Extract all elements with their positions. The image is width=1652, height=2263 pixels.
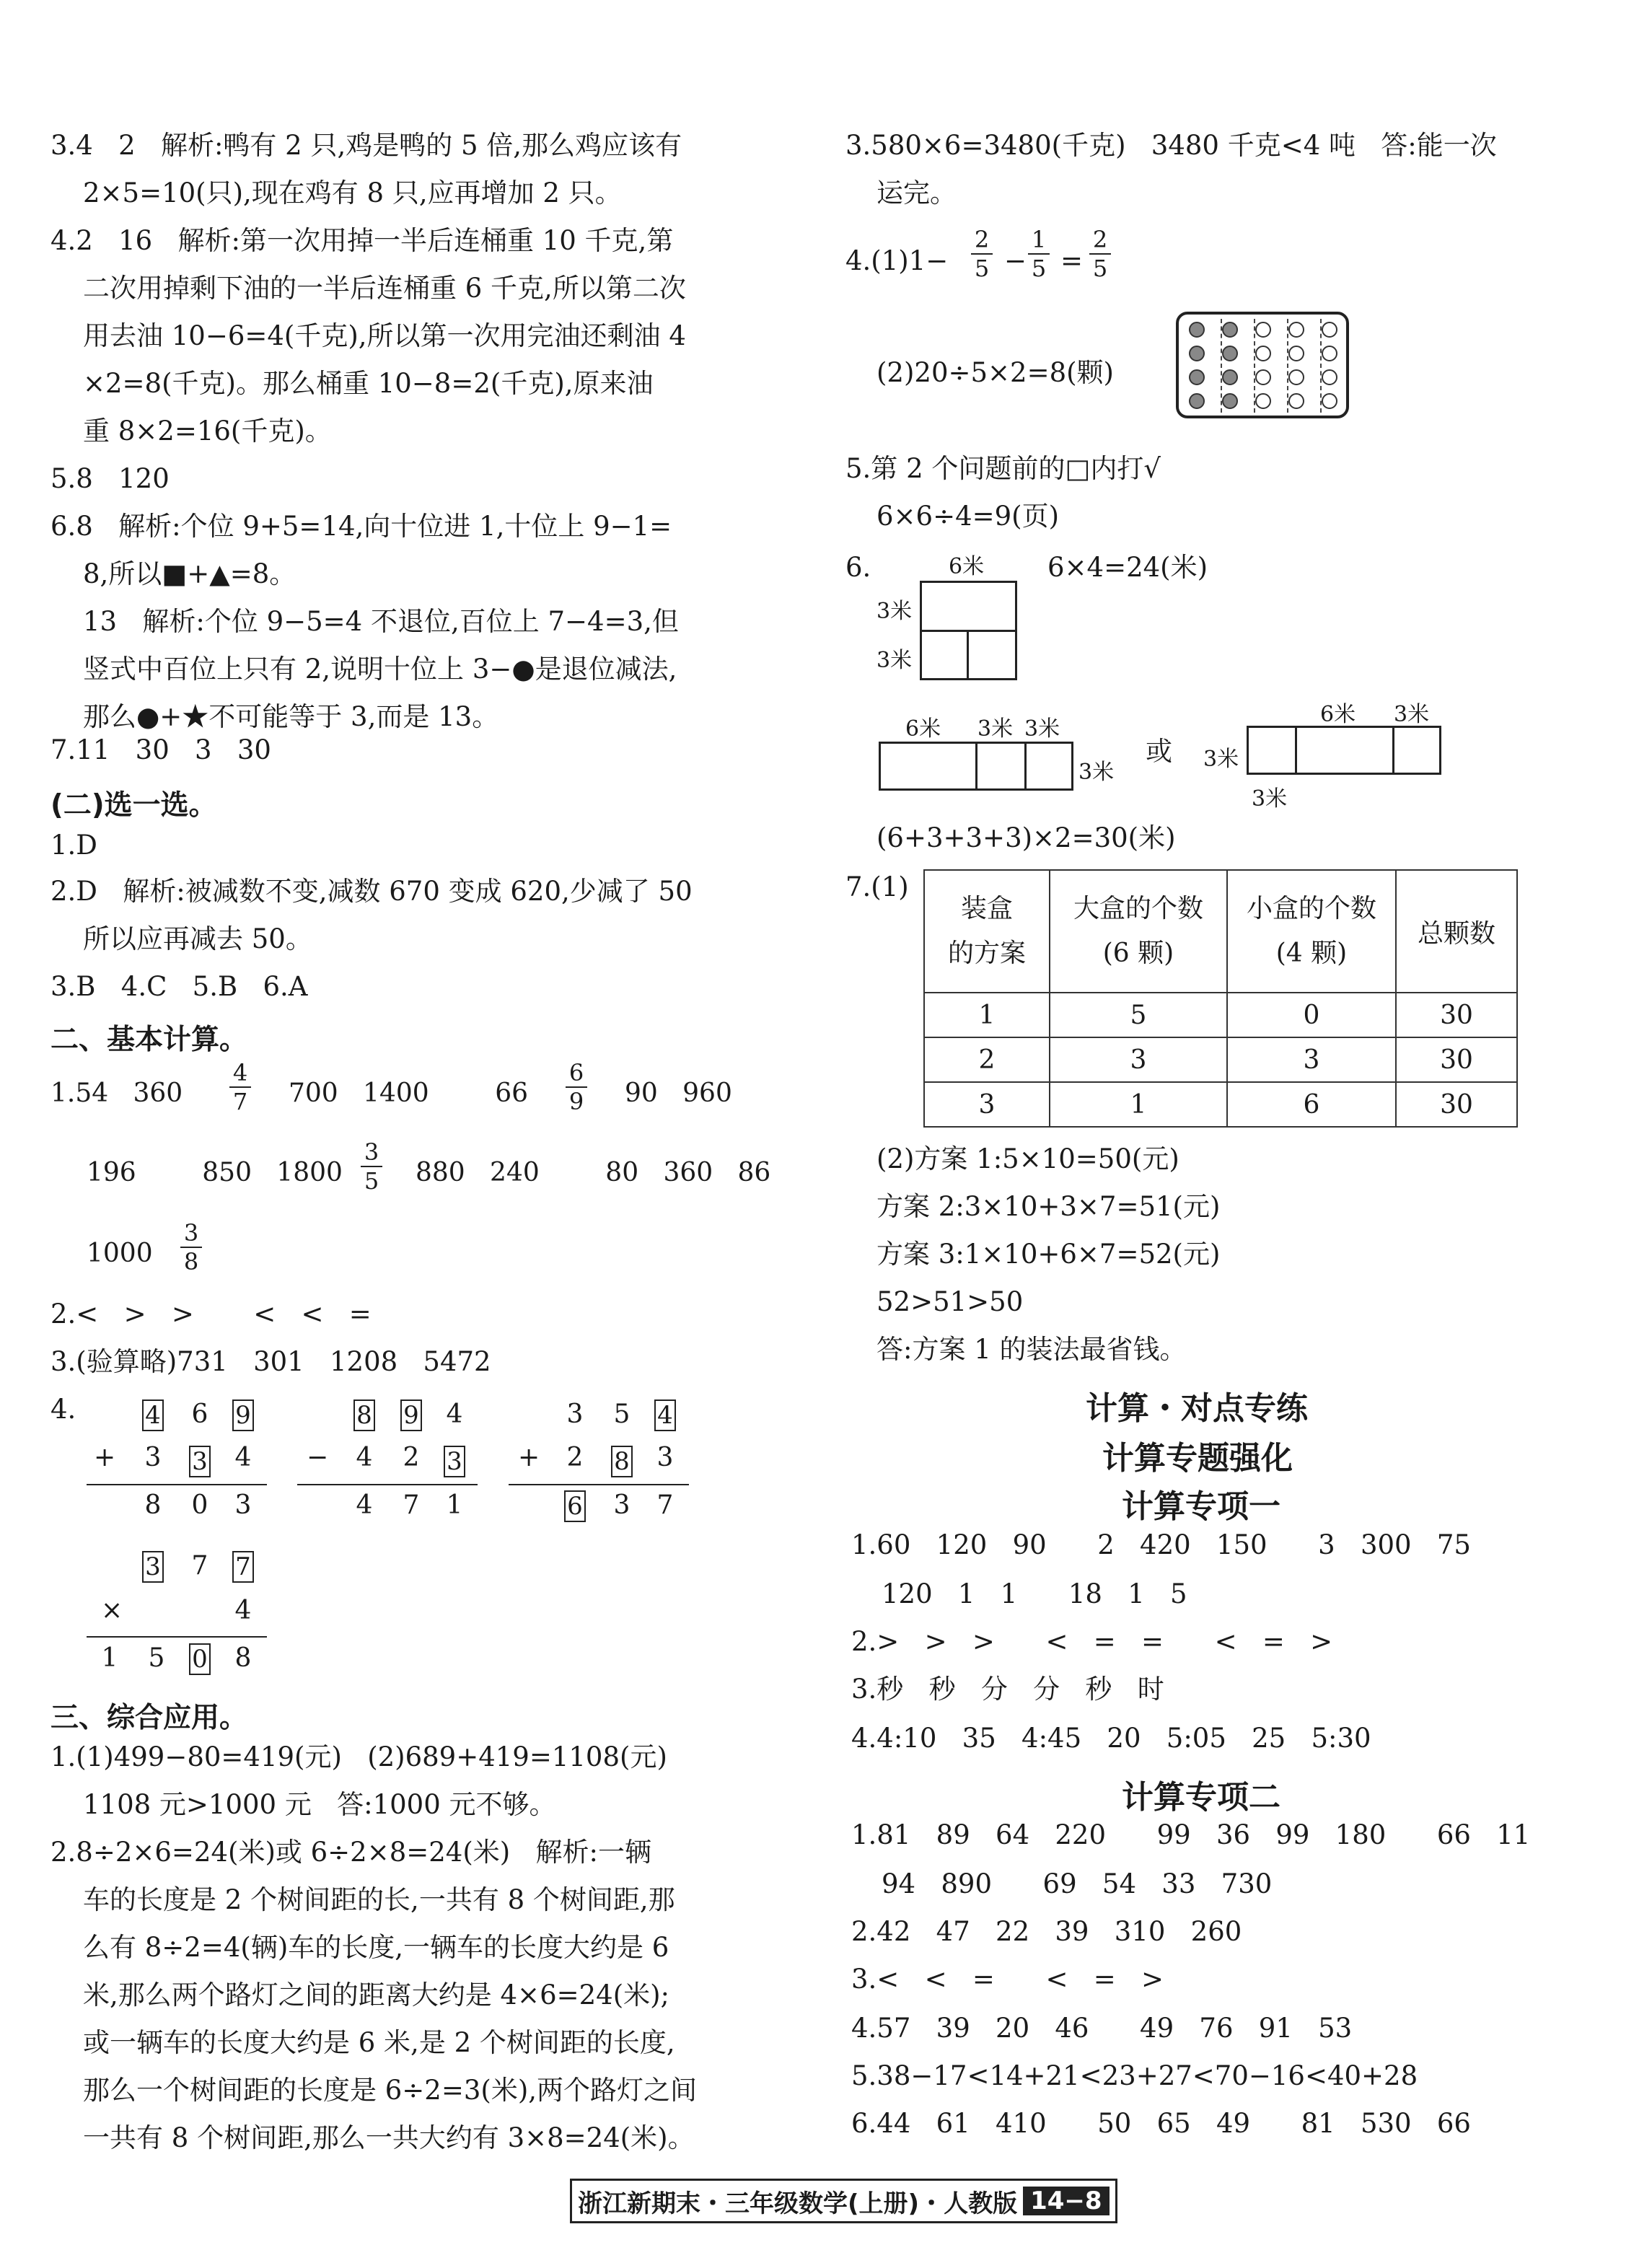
calc-answers: 1000 bbox=[87, 1239, 153, 1268]
candy-dot bbox=[1189, 346, 1205, 361]
right-line: (2)20÷5×2=8(颗) bbox=[876, 357, 1114, 388]
right-line: 4.57 39 20 46 49 76 91 53 bbox=[851, 2013, 1353, 2044]
fraction: 2 5 bbox=[971, 227, 993, 281]
dim-label: 3米 bbox=[1024, 716, 1060, 742]
right-line: 3.580×6=3480(千克) 3480 千克<4 吨 答:能一次 bbox=[845, 130, 1497, 161]
digit: 3 bbox=[613, 1490, 631, 1520]
left-line: 用去油 10−6=4(千克),所以第一次用完油还剩油 4 bbox=[83, 320, 686, 351]
operator: × bbox=[101, 1596, 123, 1625]
answer-box: 4 bbox=[654, 1399, 676, 1431]
answer-box: 3 bbox=[444, 1446, 465, 1477]
table-row: 1 5 0 30 bbox=[924, 993, 1517, 1037]
right-line: 94 890 69 54 33 730 bbox=[882, 1868, 1273, 1899]
table-header: 大盒的个数 (6 颗) bbox=[1050, 870, 1227, 993]
right-line: 2.> > > < = = < = > bbox=[851, 1626, 1333, 1657]
digit: 1 bbox=[101, 1643, 118, 1673]
page-number: 14−8 bbox=[1023, 2187, 1109, 2215]
answer-box: 8 bbox=[353, 1399, 375, 1431]
right-line: (2)方案 1:5×10=50(元) bbox=[876, 1143, 1179, 1174]
right-line: 5.38−17<14+21<23+27<70−16<40+28 bbox=[851, 2060, 1418, 2091]
candy-dot bbox=[1288, 346, 1304, 361]
left-line: 1108 元>1000 元 答:1000 元不够。 bbox=[83, 1789, 556, 1820]
fraction: 4 7 bbox=[229, 1060, 251, 1114]
dim-label: 3米 bbox=[876, 648, 913, 673]
dim-label: 3米 bbox=[977, 716, 1014, 742]
digit: 2 bbox=[403, 1443, 420, 1472]
dim-label: 3米 bbox=[1203, 747, 1239, 772]
digit: 1 bbox=[446, 1490, 463, 1520]
minus-sign: − bbox=[1004, 245, 1027, 276]
dim-label: 3米 bbox=[1394, 702, 1430, 727]
candy-dot bbox=[1322, 322, 1337, 338]
right-line: 答:方案 1 的装法最省钱。 bbox=[876, 1334, 1187, 1365]
digit: 7 bbox=[191, 1551, 208, 1581]
left-line: 二次用掉剩下油的一半后连桶重 6 千克,所以第二次 bbox=[83, 273, 686, 304]
fraction: 2 5 bbox=[1089, 227, 1111, 281]
digit: 4 bbox=[356, 1490, 373, 1520]
left-line: 2.< > > < < = bbox=[50, 1299, 372, 1330]
right-line: 6×4=24(米) bbox=[1047, 552, 1208, 583]
right-line: 3.< < = < = > bbox=[851, 1964, 1164, 1995]
right-line: 6×6÷4=9(页) bbox=[876, 501, 1060, 532]
calc-answers: 700 1400 66 bbox=[289, 1078, 529, 1108]
candy-dot bbox=[1322, 393, 1337, 409]
candy-dot bbox=[1288, 393, 1304, 409]
digit: 0 bbox=[191, 1490, 208, 1520]
answer-box: 4 bbox=[142, 1399, 164, 1431]
left-line: 3.(验算略)731 301 1208 5472 bbox=[50, 1346, 491, 1377]
table-header: 总颗数 bbox=[1396, 870, 1517, 993]
right-line: 4.4:10 35 4:45 20 5:05 25 5:30 bbox=[851, 1723, 1371, 1754]
page-footer bbox=[570, 2179, 1117, 2223]
table-header: 小盒的个数 (4 颗) bbox=[1227, 870, 1396, 993]
left-line: 或一辆车的长度大约是 6 米,是 2 个树间距的长度, bbox=[83, 2027, 675, 2058]
dim-label: 6米 bbox=[905, 716, 941, 742]
dim-label: 3米 bbox=[876, 599, 913, 624]
operator: + bbox=[518, 1443, 540, 1472]
digit: 3 bbox=[566, 1399, 584, 1429]
digit: 5 bbox=[613, 1399, 631, 1429]
left-line: 1.(1)499−80=419(元) (2)689+419=1108(元) bbox=[50, 1741, 667, 1772]
right-line: 方案 2:3×10+3×7=51(元) bbox=[876, 1191, 1221, 1222]
answer-box: 8 bbox=[611, 1446, 633, 1477]
fraction: 3 5 bbox=[361, 1140, 382, 1193]
answer-box: 3 bbox=[189, 1446, 211, 1477]
candy-dot bbox=[1322, 346, 1337, 361]
equals-sign: = bbox=[1060, 245, 1084, 276]
answer-box: 0 bbox=[189, 1643, 211, 1675]
candy-dot bbox=[1222, 369, 1238, 385]
dim-label: 3米 bbox=[1252, 786, 1288, 812]
digit: 5 bbox=[148, 1643, 165, 1673]
right-line: 4.(1)1− bbox=[845, 245, 949, 276]
candy-dot bbox=[1322, 369, 1337, 385]
left-line: 么有 8÷2=4(辆)车的长度,一辆车的长度大约是 6 bbox=[83, 1932, 669, 1963]
digit: 8 bbox=[144, 1490, 162, 1520]
operator: + bbox=[94, 1443, 116, 1472]
section-title: 计算专题强化 bbox=[1102, 1440, 1293, 1477]
right-line: 3.秒 秒 分 分 秒 时 bbox=[851, 1674, 1164, 1705]
left-line: 1.D bbox=[50, 830, 97, 861]
table-header: 装盒 的方案 bbox=[924, 870, 1050, 993]
left-line: 7.11 30 3 30 bbox=[50, 734, 271, 765]
candy-dot bbox=[1255, 346, 1271, 361]
table-row: 3 1 6 30 bbox=[924, 1082, 1517, 1127]
left-line: ×2=8(千克)。那么桶重 10−8=2(千克),原来油 bbox=[83, 368, 654, 399]
section-heading: 二、基本计算。 bbox=[50, 1024, 248, 1056]
candy-dot bbox=[1222, 346, 1238, 361]
or-label: 或 bbox=[1146, 736, 1172, 767]
right-line: (6+3+3+3)×2=30(米) bbox=[876, 822, 1176, 853]
dim-label: 3米 bbox=[1078, 760, 1115, 785]
left-line: 13 解析:个位 9−5=4 不退位,百位上 7−4=3,但 bbox=[83, 606, 679, 637]
left-line: 2.D 解析:被减数不变,减数 670 变成 620,少减了 50 bbox=[50, 876, 693, 907]
answer-box: 6 bbox=[564, 1490, 586, 1522]
left-line: 那么●+★不可能等于 3,而是 13。 bbox=[83, 701, 499, 732]
digit: 7 bbox=[656, 1490, 674, 1520]
left-line: 2.8÷2×6=24(米)或 6÷2×8=24(米) 解析:一辆 bbox=[50, 1837, 651, 1868]
candy-dot bbox=[1189, 369, 1205, 385]
table-row: 2 3 3 30 bbox=[924, 1037, 1517, 1082]
digit: 3 bbox=[144, 1443, 162, 1472]
right-line: 52>51>50 bbox=[876, 1286, 1024, 1317]
right-line: 1.60 120 90 2 420 150 3 300 75 bbox=[851, 1529, 1471, 1560]
calc-answers: 880 240 80 360 86 bbox=[416, 1158, 771, 1187]
right-line: 方案 3:1×10+6×7=52(元) bbox=[876, 1239, 1221, 1270]
digit: 2 bbox=[566, 1443, 584, 1472]
candy-dot bbox=[1189, 393, 1205, 409]
answer-box: 9 bbox=[400, 1399, 422, 1431]
digit: 3 bbox=[234, 1490, 252, 1520]
digit: 8 bbox=[234, 1643, 252, 1673]
footer-title: 浙江新期末・三年级数学(上册)・人教版 bbox=[578, 2189, 1018, 2218]
left-line: 米,那么两个路灯之间的距离大约是 4×6=24(米); bbox=[83, 1979, 670, 2011]
right-line: 5.第 2 个问题前的□内打√ bbox=[845, 453, 1161, 484]
left-line: 那么一个树间距的长度是 6÷2=3(米),两个路灯之间 bbox=[83, 2075, 698, 2106]
candy-dot bbox=[1255, 322, 1271, 338]
fraction: 6 9 bbox=[566, 1060, 587, 1114]
left-line: 竖式中百位上只有 2,说明十位上 3−●是退位减法, bbox=[83, 654, 677, 685]
dim-label: 6米 bbox=[949, 554, 985, 579]
digit: 4 bbox=[234, 1443, 252, 1472]
digit: 6 bbox=[191, 1399, 208, 1429]
fraction: 3 8 bbox=[180, 1221, 202, 1274]
calc-answers: 1.54 360 bbox=[50, 1078, 183, 1108]
left-line: 3.B 4.C 5.B 6.A bbox=[50, 971, 308, 1002]
dim-label: 6米 bbox=[1320, 702, 1356, 727]
candy-dot bbox=[1189, 322, 1205, 338]
left-line: 4. bbox=[50, 1394, 76, 1425]
digit: 3 bbox=[656, 1443, 674, 1472]
left-line: 8,所以■+▲=8。 bbox=[83, 558, 296, 589]
candy-dot bbox=[1288, 322, 1304, 338]
candy-dot bbox=[1222, 322, 1238, 338]
packing-table bbox=[923, 869, 1518, 1128]
candy-dot bbox=[1222, 393, 1238, 409]
candy-dot bbox=[1255, 393, 1271, 409]
candy-dot bbox=[1288, 369, 1304, 385]
fraction: 1 5 bbox=[1028, 227, 1050, 281]
right-line: 7.(1) bbox=[845, 871, 909, 902]
operator: − bbox=[307, 1443, 329, 1472]
right-line: 120 1 1 18 1 5 bbox=[882, 1578, 1187, 1609]
left-line: 所以应再减去 50。 bbox=[83, 923, 312, 954]
left-line: 2×5=10(只),现在鸡有 8 只,应再增加 2 只。 bbox=[83, 177, 622, 208]
digit: 4 bbox=[234, 1596, 252, 1625]
left-line: 重 8×2=16(千克)。 bbox=[83, 416, 332, 447]
answer-box: 7 bbox=[232, 1551, 254, 1583]
rect-diagram bbox=[1247, 726, 1441, 775]
section-title: 计算专项二 bbox=[1122, 1779, 1280, 1816]
section-heading: (二)选一选。 bbox=[50, 789, 217, 822]
calc-answers: 90 960 bbox=[625, 1078, 732, 1108]
digit: 4 bbox=[446, 1399, 463, 1429]
calc-answers: 196 850 1800 bbox=[87, 1158, 343, 1187]
right-line: 2.42 47 22 39 310 260 bbox=[851, 1916, 1242, 1947]
left-line: 车的长度是 2 个树间距的长,一共有 8 个树间距,那 bbox=[83, 1884, 675, 1915]
right-line: 6.44 61 410 50 65 49 81 530 66 bbox=[851, 2108, 1471, 2139]
left-line: 一共有 8 个树间距,那么一共大约有 3×8=24(米)。 bbox=[83, 2122, 695, 2153]
section-heading: 三、综合应用。 bbox=[50, 1702, 248, 1734]
left-line: 5.8 120 bbox=[50, 463, 170, 494]
answer-box: 9 bbox=[232, 1399, 254, 1431]
digit: 7 bbox=[403, 1490, 420, 1520]
right-line: 运完。 bbox=[876, 177, 957, 208]
section-title: 计算专项一 bbox=[1122, 1488, 1280, 1525]
digit: 4 bbox=[356, 1443, 373, 1472]
right-line: 1.81 89 64 220 99 36 99 180 66 11 bbox=[851, 1819, 1531, 1850]
right-line: 6. bbox=[845, 552, 871, 583]
candy-dot bbox=[1255, 369, 1271, 385]
answer-box: 3 bbox=[142, 1551, 164, 1583]
left-line: 6.8 解析:个位 9+5=14,向十位进 1,十位上 9−1= bbox=[50, 511, 672, 542]
left-line: 4.2 16 解析:第一次用掉一半后连桶重 10 千克,第 bbox=[50, 225, 674, 256]
section-title: 计算・对点专练 bbox=[1086, 1390, 1308, 1427]
left-line: 3.4 2 解析:鸭有 2 只,鸡是鸭的 5 倍,那么鸡应该有 bbox=[50, 130, 682, 161]
